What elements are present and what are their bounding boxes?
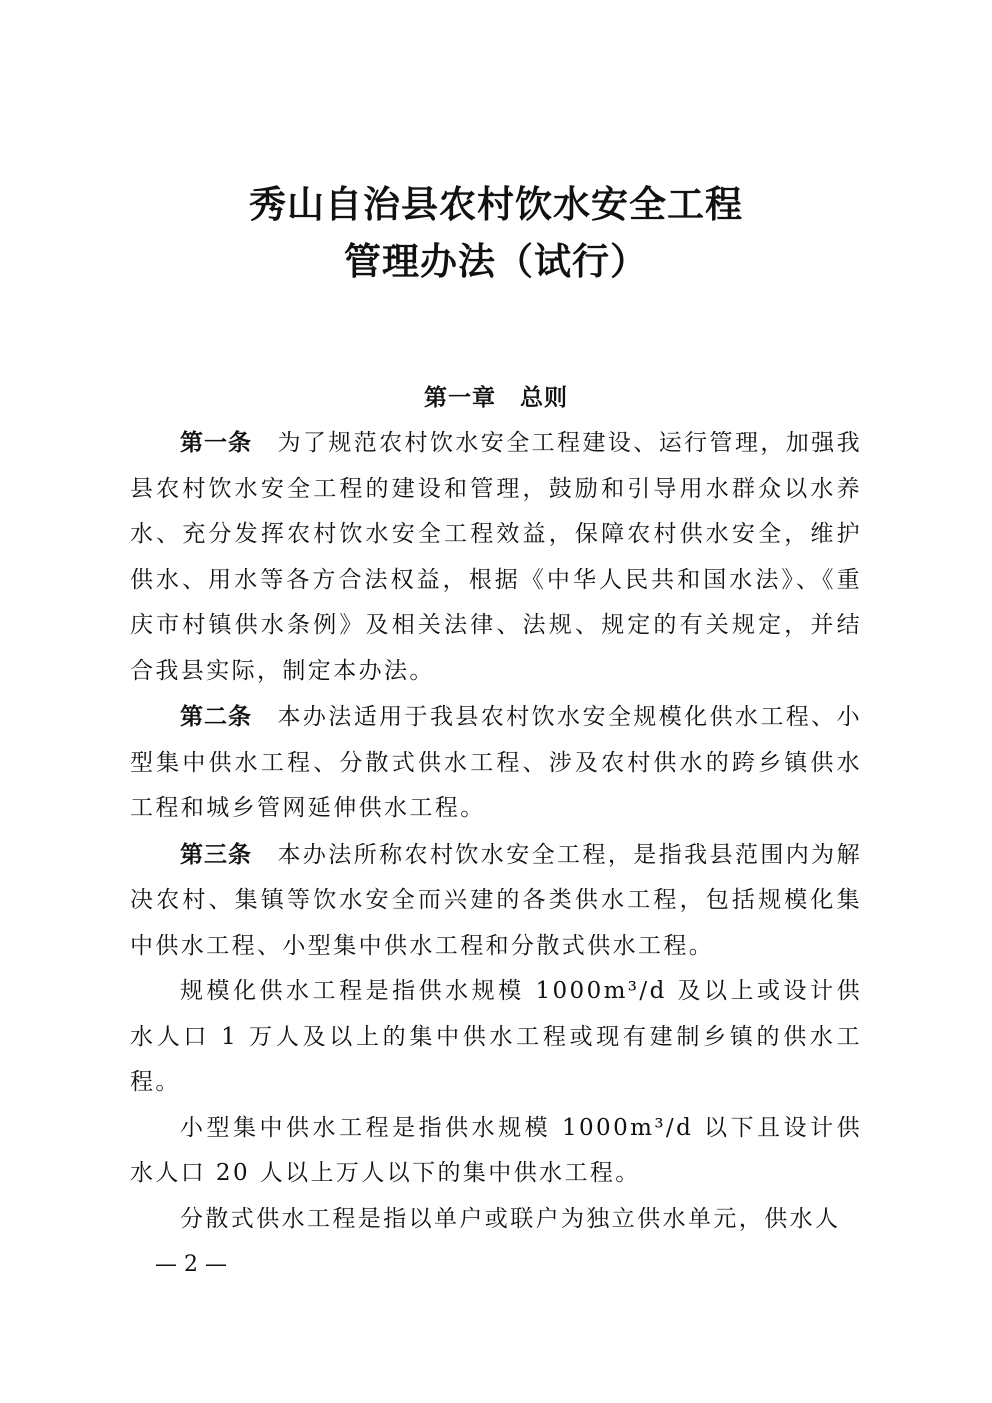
article-label: 第三条 [180, 840, 253, 868]
paragraph-article-2 [130, 694, 862, 832]
paragraph-definition-small-scale: 小型集中供水工程是指供水规模 1000m³/d 以下且设计供水人口 20 人以上万人以下的集中供水工程。 [130, 1114, 862, 1186]
article-label: 第一条 [180, 429, 253, 456]
body-text [130, 420, 862, 1242]
paragraph-text: 本办法适用于我县农村饮水安全规模化供水工程、小型集中供水工程、分散式供水工程、涉及农村供水的跨乡镇供水工程和城乡管网延伸供水工程。 [130, 704, 862, 821]
document-title-line2: 管理办法（试行） [344, 239, 648, 283]
paragraph-text: 本办法所称农村饮水安全工程，是指我县范围内为解决农村、集镇等饮水安全而兴建的各类供水工程，包括规模化集中供水工程、小型集中供水工程和分散式供水工程。 [130, 841, 862, 959]
chapter-heading: 第一章 总则 [424, 384, 568, 411]
paragraph-text: 为了规范农村饮水安全工程建设、运行管理，加强我县农村饮水安全工程的建设和管理，鼓励和引导用水群众以水养水、充分发挥农村饮水安全工程效益，保障农村供水安全，维护供水、用水等各方合法权益，根据《中华人民共和国水法》、《重庆市村镇供水条例》及相关法律、法规、规定的有关规定，并结合我县实际，制定本办法。 [130, 430, 862, 684]
paragraph-article-1 [130, 420, 862, 694]
paragraph-definition-large-scale: 规模化供水工程是指供水规模 1000m³/d 及以上或设计供水人口 1 万人及以上的集中供水工程或现有建制乡镇的供水工程。 [130, 978, 862, 1095]
article-label: 第二条 [180, 703, 253, 730]
page-number: — 2 — [155, 1252, 227, 1277]
paragraph-article-3 [130, 832, 862, 970]
paragraph-definition-dispersed: 分散式供水工程是指以单户或联户为独立供水单元，供水人 [180, 1205, 841, 1232]
document-title-line1: 秀山自治县农村饮水安全工程 [249, 182, 743, 226]
